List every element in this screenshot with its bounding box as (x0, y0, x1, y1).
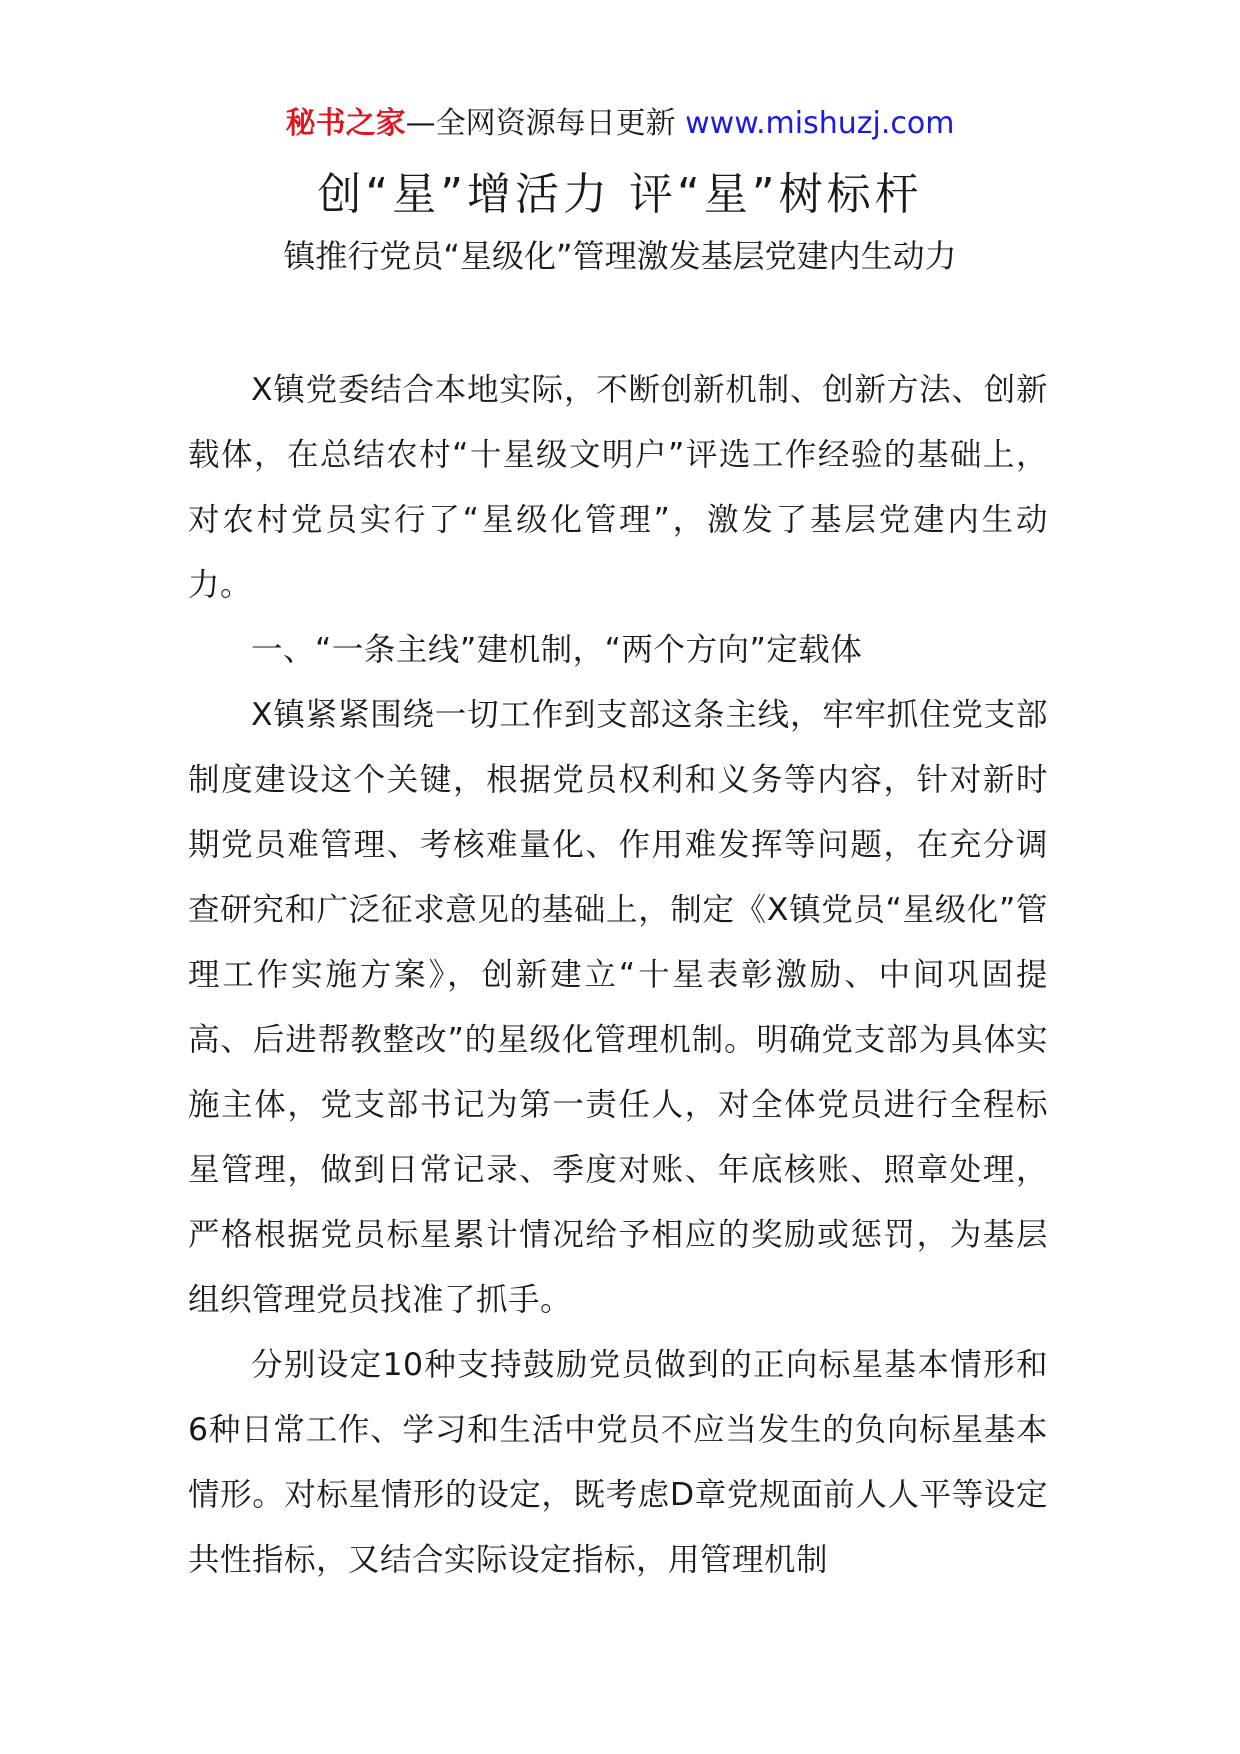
document-subtitle: 镇推行党员“星级化”管理激发基层党建内生动力 (283, 237, 957, 275)
paragraph-intro: X镇党委结合本地实际，不断创新机制、创新方法、创新载体，在总结农村“十星级文明户”评选工作经验的基础上，对农村党员实行了“星级化管理”，激发了基层党建内生动力。 (188, 372, 1048, 603)
site-url-link[interactable]: www.mishuzj.com (685, 106, 955, 141)
document-title: 创“星”增活力 评“星”树标杆 (317, 169, 923, 220)
site-header (0, 100, 1240, 148)
document-body (188, 358, 1048, 1593)
brand-name: 秘书之家 (285, 106, 406, 141)
paragraph-star-criteria: 分别设定10种支持鼓励党员做到的正向标星基本情形和6种日常工作、学习和生活中党员不应当发生的负向标星基本情形。对标星情形的设定，既考虑D章党规面前人人平等设定共性指标，又结合实际设定指标，用管理机制 (188, 1347, 1048, 1578)
section-heading: 一、“一条主线”建机制，“两个方向”定载体 (251, 632, 863, 668)
paragraph-mechanism: X镇紧紧围绕一切工作到支部这条主线，牢牢抓住党支部制度建设这个关键，根据党员权利和义务等内容，针对新时期党员难管理、考核难量化、作用难发挥等问题，在充分调查研究和广泛征求意见的基础上，制定《X镇党员“星级化”管理工作实施方案》，创新建立“十星表彰激励、中间巩固提高、后进帮教整改”的星级化管理机制。明确党支部为具体实施主体，党支部书记为第一责任人，对全体党员进行全程标星管理，做到日常记录、季度对账、年底核账、照章处理，严格根据党员标星累计情况给予相应的奖励或惩罚，为基层组织管理党员找准了抓手。 (188, 697, 1048, 1318)
header-tagline: —全网资源每日更新 (405, 106, 676, 141)
